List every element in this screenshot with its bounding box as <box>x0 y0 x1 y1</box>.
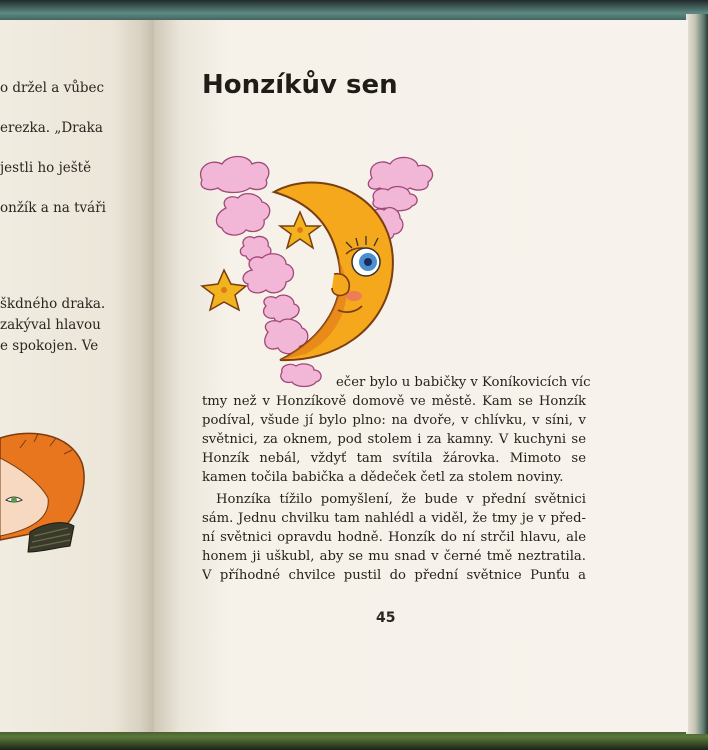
text-line: tmy než v Honzíkově domově ve městě. Kam se Honzík <box>202 394 586 409</box>
boy-illustration <box>0 428 90 568</box>
text-line: sám. Jednu chvilku tam nahlédl a viděl, že tmy je v před- <box>202 511 586 526</box>
text-line: kamen točila babička a dědeček četl za stolem noviny. <box>202 470 564 485</box>
left-page <box>0 20 160 732</box>
text-line: ečer bylo u babičky v Koníkovicích víc <box>336 375 591 390</box>
left-text-line: zakýval hlavou <box>0 317 101 333</box>
left-text-line: onžík a na tváři <box>0 200 106 216</box>
text-line: Honzík nebál, vždyť tam svítila žárovka. Mimoto se <box>202 451 586 466</box>
text-line: ní světnici opravdu hodně. Honzík do ní strčil hlavu, ale <box>202 530 586 545</box>
left-text-line: jestli ho ještě <box>0 160 92 176</box>
book-page-edges <box>686 14 708 734</box>
text-line: světnici, za oknem, pod stolem i za kamny. V kuchyni se <box>202 432 586 447</box>
left-text-line: škdného draka. <box>0 296 106 312</box>
book-top-edge <box>0 0 708 22</box>
page-number: 45 <box>376 610 396 626</box>
left-text-line: e spokojen. Ve <box>0 338 99 354</box>
left-text-line: o držel a vůbec <box>0 80 105 96</box>
left-text-line: erezka. „Draka <box>0 120 103 136</box>
chapter-title: Honzíkův sen <box>202 70 398 100</box>
text-line: V příhodné chvilce pustil do přední světnice Punťu a <box>202 568 586 583</box>
text-line: Honzíka tížilo pomyšlení, že bude v přední světnici <box>216 492 586 507</box>
text-line: podíval, všude jí bylo plno: na dvoře, v chlívku, v síni, v <box>202 413 586 428</box>
text-line: honem ji uškubl, aby se mu snad v černé tmě neztratila. <box>202 549 586 564</box>
moon-illustration <box>196 150 446 390</box>
